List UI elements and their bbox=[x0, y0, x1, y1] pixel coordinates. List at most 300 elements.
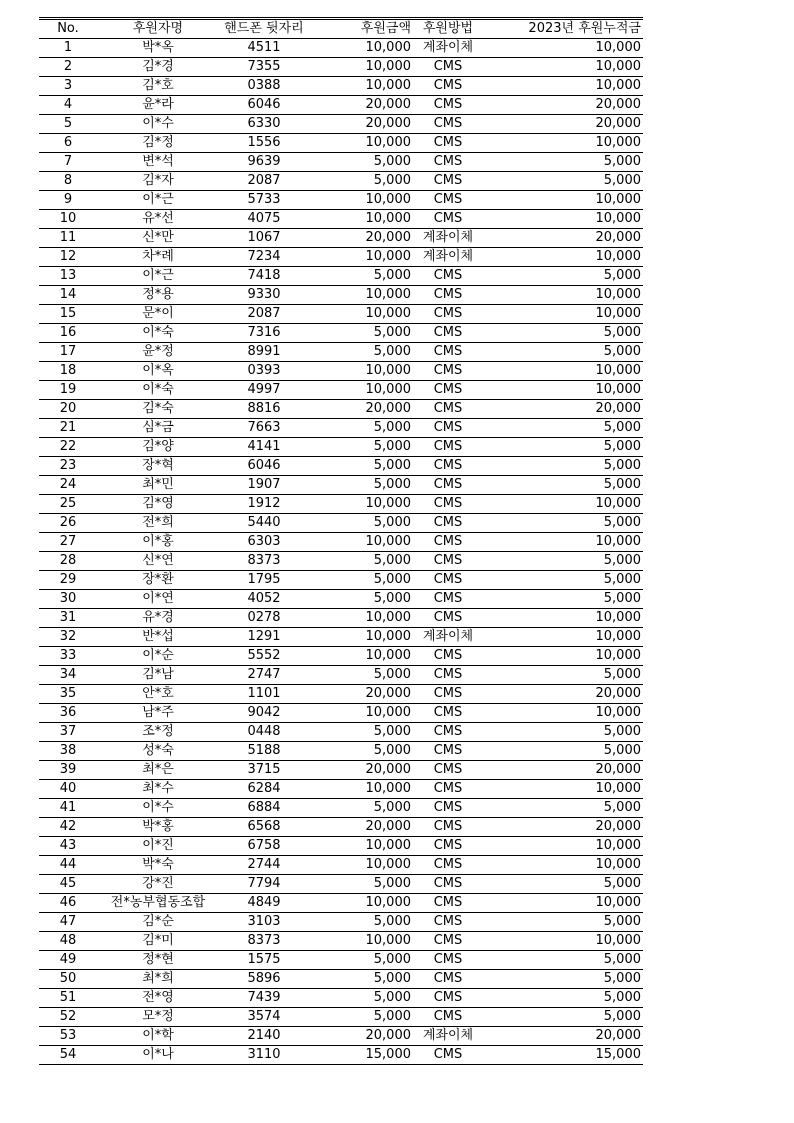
table-row bbox=[39, 172, 643, 191]
donor-table bbox=[39, 17, 643, 1065]
cell-no: 42 bbox=[59, 819, 77, 834]
table-row bbox=[39, 970, 643, 989]
cell-no: 39 bbox=[59, 762, 77, 777]
cell-no: 21 bbox=[59, 420, 77, 435]
cell-donation-method: CMS bbox=[433, 135, 463, 150]
cell-phone-last-digits: 6303 bbox=[247, 534, 281, 549]
cell-no: 4 bbox=[63, 97, 73, 112]
cell-phone-last-digits: 3574 bbox=[247, 1009, 281, 1024]
cell-donation-amount: 10,000 bbox=[365, 610, 411, 625]
cell-no: 7 bbox=[63, 154, 73, 169]
donor-list-sheet bbox=[39, 17, 641, 1065]
cell-donation-method: CMS bbox=[433, 287, 463, 302]
cell-donation-amount: 5,000 bbox=[373, 990, 411, 1005]
cell-donor-name: 남*주 bbox=[142, 705, 174, 720]
cell-donation-method: CMS bbox=[433, 895, 463, 910]
table-row bbox=[39, 1046, 643, 1065]
cell-donation-method: CMS bbox=[433, 78, 463, 93]
cell-cumulative-2023: 10,000 bbox=[595, 287, 641, 302]
cell-donation-amount: 5,000 bbox=[373, 572, 411, 587]
cell-donor-name: 이*근 bbox=[142, 192, 174, 207]
cell-donor-name: 김*경 bbox=[142, 59, 174, 74]
cell-no: 11 bbox=[59, 230, 77, 245]
cell-cumulative-2023: 20,000 bbox=[595, 819, 641, 834]
cell-donation-method: CMS bbox=[433, 819, 463, 834]
cell-donor-name: 안*호 bbox=[142, 686, 174, 701]
table-row bbox=[39, 457, 643, 476]
cell-donation-amount: 10,000 bbox=[365, 306, 411, 321]
cell-phone-last-digits: 6330 bbox=[247, 116, 281, 131]
cell-donation-amount: 10,000 bbox=[365, 249, 411, 264]
cell-no: 22 bbox=[59, 439, 77, 454]
cell-donor-name: 최*민 bbox=[142, 477, 174, 492]
cell-phone-last-digits: 8373 bbox=[247, 933, 281, 948]
cell-cumulative-2023: 5,000 bbox=[603, 971, 641, 986]
cell-donation-method: CMS bbox=[433, 363, 463, 378]
cell-phone-last-digits: 6568 bbox=[247, 819, 281, 834]
cell-phone-last-digits: 5188 bbox=[247, 743, 281, 758]
cell-cumulative-2023: 5,000 bbox=[603, 743, 641, 758]
cell-donor-name: 김*숙 bbox=[142, 401, 174, 416]
table-row bbox=[39, 514, 643, 533]
cell-donation-amount: 15,000 bbox=[365, 1047, 411, 1062]
cell-donation-method: CMS bbox=[433, 344, 463, 359]
cell-donor-name: 김*호 bbox=[142, 78, 174, 93]
cell-donation-method: CMS bbox=[433, 458, 463, 473]
table-row bbox=[39, 229, 643, 248]
cell-cumulative-2023: 10,000 bbox=[595, 78, 641, 93]
table-row bbox=[39, 286, 643, 305]
cell-donation-method: CMS bbox=[433, 610, 463, 625]
cell-no: 15 bbox=[59, 306, 77, 321]
table-row bbox=[39, 704, 643, 723]
cell-phone-last-digits: 4052 bbox=[247, 591, 281, 606]
table-row bbox=[39, 58, 643, 77]
cell-cumulative-2023: 10,000 bbox=[595, 838, 641, 853]
cell-donation-method: 계좌이체 bbox=[422, 230, 474, 245]
header-row bbox=[39, 19, 643, 39]
cell-donor-name: 강*진 bbox=[142, 876, 174, 891]
header-cumulative-2023: 2023년 후원누적금 bbox=[528, 21, 641, 36]
cell-phone-last-digits: 7316 bbox=[247, 325, 281, 340]
cell-no: 16 bbox=[59, 325, 77, 340]
cell-donation-method: CMS bbox=[433, 914, 463, 929]
table-row bbox=[39, 552, 643, 571]
cell-no: 19 bbox=[59, 382, 77, 397]
cell-cumulative-2023: 5,000 bbox=[603, 344, 641, 359]
cell-donor-name: 장*환 bbox=[142, 572, 174, 587]
cell-phone-last-digits: 4997 bbox=[247, 382, 281, 397]
table-row bbox=[39, 381, 643, 400]
cell-phone-last-digits: 6758 bbox=[247, 838, 281, 853]
table-row bbox=[39, 362, 643, 381]
cell-phone-last-digits: 6884 bbox=[247, 800, 281, 815]
cell-cumulative-2023: 10,000 bbox=[595, 781, 641, 796]
cell-donation-amount: 10,000 bbox=[365, 40, 411, 55]
cell-donor-name: 박*숙 bbox=[142, 857, 174, 872]
cell-phone-last-digits: 6046 bbox=[247, 97, 281, 112]
header-donor-name: 후원자명 bbox=[132, 21, 184, 36]
table-row bbox=[39, 989, 643, 1008]
cell-donor-name: 박*홍 bbox=[142, 819, 174, 834]
cell-donation-amount: 5,000 bbox=[373, 971, 411, 986]
table-row bbox=[39, 951, 643, 970]
cell-cumulative-2023: 5,000 bbox=[603, 724, 641, 739]
cell-donation-amount: 5,000 bbox=[373, 154, 411, 169]
cell-donor-name: 신*만 bbox=[142, 230, 174, 245]
cell-no: 9 bbox=[63, 192, 73, 207]
cell-donation-method: 계좌이체 bbox=[422, 40, 474, 55]
cell-phone-last-digits: 8373 bbox=[247, 553, 281, 568]
cell-no: 47 bbox=[59, 914, 77, 929]
cell-no: 24 bbox=[59, 477, 77, 492]
cell-donation-method: 계좌이체 bbox=[422, 249, 474, 264]
cell-phone-last-digits: 7794 bbox=[247, 876, 281, 891]
cell-donation-method: CMS bbox=[433, 496, 463, 511]
cell-donor-name: 윤*정 bbox=[142, 344, 174, 359]
cell-donation-amount: 5,000 bbox=[373, 724, 411, 739]
cell-cumulative-2023: 5,000 bbox=[603, 914, 641, 929]
cell-no: 51 bbox=[59, 990, 77, 1005]
cell-phone-last-digits: 4075 bbox=[247, 211, 281, 226]
table-row bbox=[39, 799, 643, 818]
cell-phone-last-digits: 1907 bbox=[247, 477, 281, 492]
cell-donor-name: 반*섭 bbox=[142, 629, 174, 644]
cell-donor-name: 김*정 bbox=[142, 135, 174, 150]
table-row bbox=[39, 324, 643, 343]
cell-no: 52 bbox=[59, 1009, 77, 1024]
cell-no: 26 bbox=[59, 515, 77, 530]
table-row bbox=[39, 77, 643, 96]
cell-phone-last-digits: 9330 bbox=[247, 287, 281, 302]
cell-donor-name: 이*나 bbox=[142, 1047, 174, 1062]
cell-cumulative-2023: 10,000 bbox=[595, 192, 641, 207]
cell-no: 25 bbox=[59, 496, 77, 511]
cell-donation-method: CMS bbox=[433, 401, 463, 416]
cell-donation-amount: 20,000 bbox=[365, 97, 411, 112]
cell-donor-name: 심*금 bbox=[142, 420, 174, 435]
cell-donation-method: CMS bbox=[433, 876, 463, 891]
cell-cumulative-2023: 5,000 bbox=[603, 477, 641, 492]
cell-donation-amount: 20,000 bbox=[365, 762, 411, 777]
cell-donor-name: 유*경 bbox=[142, 610, 174, 625]
cell-phone-last-digits: 2744 bbox=[247, 857, 281, 872]
cell-donor-name: 이*옥 bbox=[142, 363, 174, 378]
cell-no: 2 bbox=[63, 59, 73, 74]
cell-donation-method: CMS bbox=[433, 667, 463, 682]
table-row bbox=[39, 571, 643, 590]
cell-cumulative-2023: 10,000 bbox=[595, 382, 641, 397]
cell-donation-amount: 5,000 bbox=[373, 515, 411, 530]
cell-no: 10 bbox=[59, 211, 77, 226]
cell-donor-name: 이*순 bbox=[142, 648, 174, 663]
cell-cumulative-2023: 10,000 bbox=[595, 534, 641, 549]
cell-cumulative-2023: 10,000 bbox=[595, 933, 641, 948]
cell-no: 44 bbox=[59, 857, 77, 872]
table-row bbox=[39, 191, 643, 210]
cell-phone-last-digits: 1291 bbox=[247, 629, 281, 644]
cell-donor-name: 이*숙 bbox=[142, 382, 174, 397]
cell-donation-method: CMS bbox=[433, 971, 463, 986]
cell-donation-amount: 5,000 bbox=[373, 344, 411, 359]
cell-donor-name: 전*영 bbox=[142, 990, 174, 1005]
table-row bbox=[39, 666, 643, 685]
table-row bbox=[39, 685, 643, 704]
cell-no: 13 bbox=[59, 268, 77, 283]
cell-donation-method: CMS bbox=[433, 192, 463, 207]
table-row bbox=[39, 248, 643, 267]
cell-phone-last-digits: 1101 bbox=[247, 686, 281, 701]
table-row bbox=[39, 875, 643, 894]
table-row bbox=[39, 495, 643, 514]
cell-phone-last-digits: 1795 bbox=[247, 572, 281, 587]
cell-donor-name: 정*용 bbox=[142, 287, 174, 302]
table-row bbox=[39, 39, 643, 58]
cell-cumulative-2023: 5,000 bbox=[603, 800, 641, 815]
cell-donation-amount: 10,000 bbox=[365, 534, 411, 549]
cell-phone-last-digits: 8816 bbox=[247, 401, 281, 416]
table-row bbox=[39, 210, 643, 229]
cell-donor-name: 김*영 bbox=[142, 496, 174, 511]
cell-phone-last-digits: 2087 bbox=[247, 306, 281, 321]
cell-donation-method: CMS bbox=[433, 933, 463, 948]
cell-donation-amount: 20,000 bbox=[365, 819, 411, 834]
table-row bbox=[39, 647, 643, 666]
cell-donation-amount: 20,000 bbox=[365, 401, 411, 416]
table-row bbox=[39, 305, 643, 324]
header-no: No. bbox=[57, 21, 79, 36]
cell-no: 17 bbox=[59, 344, 77, 359]
cell-donation-amount: 5,000 bbox=[373, 914, 411, 929]
cell-donation-amount: 20,000 bbox=[365, 686, 411, 701]
cell-donation-amount: 5,000 bbox=[373, 1009, 411, 1024]
cell-donor-name: 김*순 bbox=[142, 914, 174, 929]
cell-donation-amount: 10,000 bbox=[365, 135, 411, 150]
cell-cumulative-2023: 5,000 bbox=[603, 154, 641, 169]
cell-no: 45 bbox=[59, 876, 77, 891]
table-row bbox=[39, 818, 643, 837]
cell-cumulative-2023: 5,000 bbox=[603, 268, 641, 283]
cell-phone-last-digits: 1912 bbox=[247, 496, 281, 511]
cell-phone-last-digits: 3103 bbox=[247, 914, 281, 929]
cell-no: 1 bbox=[63, 40, 73, 55]
cell-donor-name: 김*미 bbox=[142, 933, 174, 948]
cell-donation-amount: 5,000 bbox=[373, 477, 411, 492]
cell-donation-method: CMS bbox=[433, 1009, 463, 1024]
cell-donation-amount: 10,000 bbox=[365, 78, 411, 93]
cell-no: 37 bbox=[59, 724, 77, 739]
cell-donation-method: CMS bbox=[433, 572, 463, 587]
cell-donor-name: 장*혁 bbox=[142, 458, 174, 473]
cell-phone-last-digits: 2747 bbox=[247, 667, 281, 682]
cell-donation-method: CMS bbox=[433, 762, 463, 777]
table-row bbox=[39, 96, 643, 115]
cell-no: 40 bbox=[59, 781, 77, 796]
cell-cumulative-2023: 5,000 bbox=[603, 420, 641, 435]
cell-cumulative-2023: 5,000 bbox=[603, 876, 641, 891]
cell-donation-method: CMS bbox=[433, 97, 463, 112]
cell-donation-method: CMS bbox=[433, 686, 463, 701]
cell-donation-method: CMS bbox=[433, 268, 463, 283]
cell-cumulative-2023: 10,000 bbox=[595, 857, 641, 872]
cell-donation-amount: 10,000 bbox=[365, 895, 411, 910]
cell-no: 8 bbox=[63, 173, 73, 188]
cell-cumulative-2023: 20,000 bbox=[595, 401, 641, 416]
cell-no: 41 bbox=[59, 800, 77, 815]
cell-cumulative-2023: 20,000 bbox=[595, 97, 641, 112]
table-row bbox=[39, 1027, 643, 1046]
table-row bbox=[39, 153, 643, 172]
cell-no: 5 bbox=[63, 116, 73, 131]
table-row bbox=[39, 894, 643, 913]
table-header bbox=[39, 19, 643, 39]
table-row bbox=[39, 438, 643, 457]
cell-donation-method: CMS bbox=[433, 173, 463, 188]
cell-phone-last-digits: 7234 bbox=[247, 249, 281, 264]
cell-cumulative-2023: 5,000 bbox=[603, 591, 641, 606]
table-row bbox=[39, 400, 643, 419]
cell-no: 18 bbox=[59, 363, 77, 378]
table-row bbox=[39, 476, 643, 495]
cell-donation-method: CMS bbox=[433, 743, 463, 758]
cell-donation-amount: 10,000 bbox=[365, 382, 411, 397]
cell-no: 32 bbox=[59, 629, 77, 644]
cell-cumulative-2023: 5,000 bbox=[603, 1009, 641, 1024]
cell-no: 50 bbox=[59, 971, 77, 986]
cell-donation-method: CMS bbox=[433, 325, 463, 340]
cell-donor-name: 이*학 bbox=[142, 1028, 174, 1043]
cell-no: 27 bbox=[59, 534, 77, 549]
cell-phone-last-digits: 3715 bbox=[247, 762, 281, 777]
cell-donation-amount: 10,000 bbox=[365, 857, 411, 872]
cell-phone-last-digits: 1556 bbox=[247, 135, 281, 150]
cell-donation-method: CMS bbox=[433, 211, 463, 226]
cell-donor-name: 이*수 bbox=[142, 116, 174, 131]
cell-cumulative-2023: 10,000 bbox=[595, 59, 641, 74]
cell-donation-method: CMS bbox=[433, 724, 463, 739]
cell-phone-last-digits: 7663 bbox=[247, 420, 281, 435]
cell-phone-last-digits: 5733 bbox=[247, 192, 281, 207]
table-row bbox=[39, 533, 643, 552]
cell-cumulative-2023: 10,000 bbox=[595, 705, 641, 720]
cell-donor-name: 차*례 bbox=[142, 249, 174, 264]
cell-donation-amount: 10,000 bbox=[365, 192, 411, 207]
cell-donation-amount: 20,000 bbox=[365, 230, 411, 245]
cell-donation-method: CMS bbox=[433, 515, 463, 530]
cell-phone-last-digits: 4849 bbox=[247, 895, 281, 910]
cell-donation-amount: 10,000 bbox=[365, 496, 411, 511]
cell-donation-amount: 10,000 bbox=[365, 838, 411, 853]
cell-donor-name: 이*수 bbox=[142, 800, 174, 815]
cell-donor-name: 박*옥 bbox=[142, 40, 174, 55]
cell-donation-amount: 5,000 bbox=[373, 667, 411, 682]
table-row bbox=[39, 115, 643, 134]
cell-no: 35 bbox=[59, 686, 77, 701]
header-donation-method: 후원방법 bbox=[422, 21, 474, 36]
cell-donation-amount: 10,000 bbox=[365, 211, 411, 226]
cell-donation-method: CMS bbox=[433, 591, 463, 606]
cell-donor-name: 조*정 bbox=[142, 724, 174, 739]
cell-donation-amount: 10,000 bbox=[365, 287, 411, 302]
cell-donor-name: 김*남 bbox=[142, 667, 174, 682]
cell-cumulative-2023: 5,000 bbox=[603, 325, 641, 340]
cell-donation-amount: 5,000 bbox=[373, 800, 411, 815]
cell-donation-amount: 10,000 bbox=[365, 781, 411, 796]
cell-no: 34 bbox=[59, 667, 77, 682]
cell-donation-amount: 5,000 bbox=[373, 458, 411, 473]
cell-no: 3 bbox=[63, 78, 73, 93]
table-row bbox=[39, 723, 643, 742]
cell-cumulative-2023: 10,000 bbox=[595, 249, 641, 264]
cell-no: 54 bbox=[59, 1047, 77, 1062]
cell-phone-last-digits: 4511 bbox=[247, 40, 281, 55]
table-body bbox=[39, 39, 643, 1065]
cell-no: 29 bbox=[59, 572, 77, 587]
cell-donation-method: CMS bbox=[433, 382, 463, 397]
cell-donation-amount: 5,000 bbox=[373, 591, 411, 606]
cell-donation-method: CMS bbox=[433, 439, 463, 454]
table-row bbox=[39, 590, 643, 609]
cell-phone-last-digits: 0278 bbox=[247, 610, 281, 625]
cell-donation-amount: 5,000 bbox=[373, 268, 411, 283]
cell-no: 30 bbox=[59, 591, 77, 606]
cell-donation-amount: 20,000 bbox=[365, 116, 411, 131]
cell-donation-method: CMS bbox=[433, 952, 463, 967]
cell-phone-last-digits: 4141 bbox=[247, 439, 281, 454]
cell-cumulative-2023: 10,000 bbox=[595, 648, 641, 663]
cell-phone-last-digits: 0388 bbox=[247, 78, 281, 93]
cell-donor-name: 이*연 bbox=[142, 591, 174, 606]
cell-donation-method: CMS bbox=[433, 857, 463, 872]
cell-phone-last-digits: 6046 bbox=[247, 458, 281, 473]
cell-cumulative-2023: 5,000 bbox=[603, 667, 641, 682]
cell-phone-last-digits: 5440 bbox=[247, 515, 281, 530]
cell-donor-name: 이*진 bbox=[142, 838, 174, 853]
cell-cumulative-2023: 5,000 bbox=[603, 572, 641, 587]
cell-no: 23 bbox=[59, 458, 77, 473]
cell-no: 48 bbox=[59, 933, 77, 948]
cell-donation-amount: 10,000 bbox=[365, 648, 411, 663]
cell-cumulative-2023: 10,000 bbox=[595, 610, 641, 625]
cell-cumulative-2023: 20,000 bbox=[595, 1028, 641, 1043]
cell-no: 20 bbox=[59, 401, 77, 416]
cell-donor-name: 성*숙 bbox=[142, 743, 174, 758]
cell-donor-name: 모*정 bbox=[142, 1009, 174, 1024]
table-row bbox=[39, 761, 643, 780]
cell-donor-name: 김*양 bbox=[142, 439, 174, 454]
cell-cumulative-2023: 10,000 bbox=[595, 40, 641, 55]
cell-phone-last-digits: 6284 bbox=[247, 781, 281, 796]
cell-donation-amount: 5,000 bbox=[373, 439, 411, 454]
cell-donation-amount: 5,000 bbox=[373, 876, 411, 891]
cell-donor-name: 최*은 bbox=[142, 762, 174, 777]
cell-donor-name: 신*연 bbox=[142, 553, 174, 568]
cell-phone-last-digits: 1067 bbox=[247, 230, 281, 245]
cell-no: 6 bbox=[63, 135, 73, 150]
cell-phone-last-digits: 0393 bbox=[247, 363, 281, 378]
cell-cumulative-2023: 15,000 bbox=[595, 1047, 641, 1062]
cell-donation-amount: 5,000 bbox=[373, 325, 411, 340]
cell-donor-name: 변*석 bbox=[142, 154, 174, 169]
cell-donation-amount: 20,000 bbox=[365, 1028, 411, 1043]
cell-donor-name: 정*현 bbox=[142, 952, 174, 967]
cell-donation-method: CMS bbox=[433, 306, 463, 321]
cell-phone-last-digits: 5552 bbox=[247, 648, 281, 663]
cell-donation-amount: 5,000 bbox=[373, 952, 411, 967]
cell-donation-method: CMS bbox=[433, 154, 463, 169]
cell-cumulative-2023: 5,000 bbox=[603, 439, 641, 454]
cell-cumulative-2023: 10,000 bbox=[595, 211, 641, 226]
